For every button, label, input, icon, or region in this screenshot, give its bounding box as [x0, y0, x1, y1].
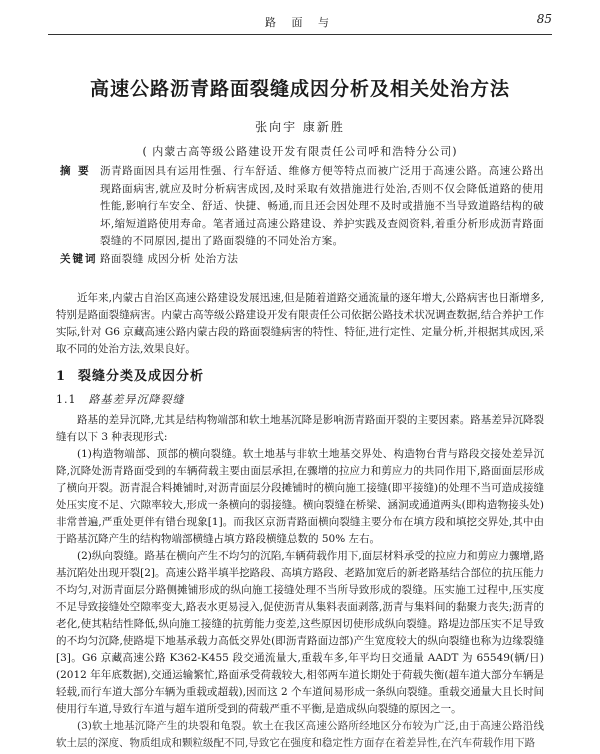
- subsection-heading-1-1: [56, 391, 544, 408]
- subsection-title: 路基差异沉降裂缝: [88, 393, 185, 406]
- paragraph: 路基的差异沉降,尤其是结构物端部和软土地基沉降是影响沥青路面开裂的主要因素。路基差异沉降裂缝有以下 3 种表现形式:: [56, 414, 544, 443]
- keywords: [60, 251, 544, 269]
- journal-name: 路 面 与: [265, 16, 335, 29]
- paragraph: (1)构造物端部、顶部的横向裂缝。软土地基与非软土地基交界处、构造物台背与路段交接处差异沉降,沉降处沥青路面受到的车辆荷载主要由面层承担,在骤增的拉应力和剪应力的共同作用下,路面面层形成了横向开裂。沥青混合料摊铺时,对沥青面层分段摊铺时的横向施工接缝(即平接缝)的处理不当可造成接缝处压实度不足、穴隙率较大,形成一条横向的弱接缝。横向裂缝在桥梁、涵洞或通道两头(即构造物接头处)非常普遍,严重处更伴有错台现象[1]。而我区京沥青路面横向裂缝主要分布在填方段和填挖交界处,其中由于路基沉降产生的结构物端部横缝占填方路段横缝总数的 50% 左右。: [56, 448, 544, 545]
- paragraph: (3)软土地基沉降产生的块裂和龟裂。软土在我区高速公路所经地区分布较为广泛,由于高速公路沿线软土层的深度、物质组成和颗粒级配不同,导致它在强度和稳定性方面存在着差异性,在汽车荷载作用下路: [56, 720, 544, 749]
- page-number: 85: [536, 12, 552, 26]
- section-title: 裂缝分类及成因分析: [78, 369, 205, 384]
- main-text: [56, 290, 544, 752]
- section-number: 1: [56, 369, 67, 384]
- subsection-number: 1.1: [56, 393, 77, 406]
- paper-title: 高速公路沥青路面裂缝成因分析及相关处治方法: [89, 78, 510, 100]
- abstract-text: 沥青路面因具有运用性强、行车舒适、维修方便等特点而被广泛用于高速公路。高速公路出现路面病害,就应及时分析病害成因,及时采取有效措施进行处治,否则不仅会降低道路的使用性能,影响行车安全、舒适、快捷、畅通,而且还会因处理不及时或措施不当导致道路结构的破坏,缩短道路使用寿命。笔者通过高速公路建设、养护实践及查阅资料,着重分析形成沥青路面裂缝的不同原因,提出了路面裂缝的不同处治方案。: [100, 165, 544, 247]
- intro-paragraph: 近年来,内蒙古自治区高速公路建设发展迅速,但是随着道路交通流量的逐年增大,公路病害也日渐增多,特别是路面裂缝病害。内蒙古高等级公路建设开发有限责任公司依据公路技术状况调查数据,结合养护工作实际,针对 G6 京藏高速公路内蒙古段的路面裂缝病害的特性、特征,进行定性、定量分析,并根据其成因,采取不同的处治方法,效果良好。: [56, 292, 544, 355]
- section-heading-1: [56, 368, 544, 385]
- authors: 张向宇 康新胜: [255, 120, 345, 134]
- abstract-block: [60, 163, 544, 268]
- affiliation: ( 内蒙古高等级公路建设开发有限责任公司呼和浩特分公司): [142, 145, 458, 158]
- abstract-label: 摘 要: [60, 165, 91, 177]
- keywords-label: 关键词: [60, 252, 98, 265]
- keywords-text: 路面裂缝 成因分析 处治方法: [100, 252, 239, 265]
- paragraph: (2)纵向裂缝。路基在横向产生不均匀的沉陷,车辆荷载作用下,面层材料承受的拉应力和剪应力骤增,路基沉陷处出现开裂[2]。高速公路半填半挖路段、高填方路段、老路加宽后的新老路基结合部位的抗压能力不均匀,对沥青面层分路侧摊铺形成的纵向施工接缝处理不当所导致形成的裂缝。压实施工过程中,压实度不足导致接缝处空隙率变大,路表水更易浸入,促使沥青从集料表面剥落,沥青与集料间的黏聚力丧失;沥青的老化,使其粘结性降低,纵向施工接缝的抗剪能力变差,这些原因切使形成纵向裂缝。路堤边部压实不足导致的不均匀沉降,使路堤下地基承载力高低交界处(即沥青路面边部)产生宽度较大的纵向裂缝也称为边缘裂缝[3]。G6 京藏高速公路 K362-K455 段交通流量大,重载车多,年平均日交通量 AADT 为 65549(辆/日)(2012 年年底数据),交通运输繁忙,路面承受荷载较大,相邻两车道长期处于荷载失衡(超车道大部分车辆是轻载,而行车道大部分车辆为重载或超载),因而这 2 个车道间易形成一条纵向裂缝。重载交通量大且长时间使用行车道,导致行车道与超车道所受到的荷载严重不平衡,是造成纵向裂缝的原因之一。: [56, 550, 544, 715]
- abstract: [60, 163, 544, 251]
- running-header: [48, 10, 552, 35]
